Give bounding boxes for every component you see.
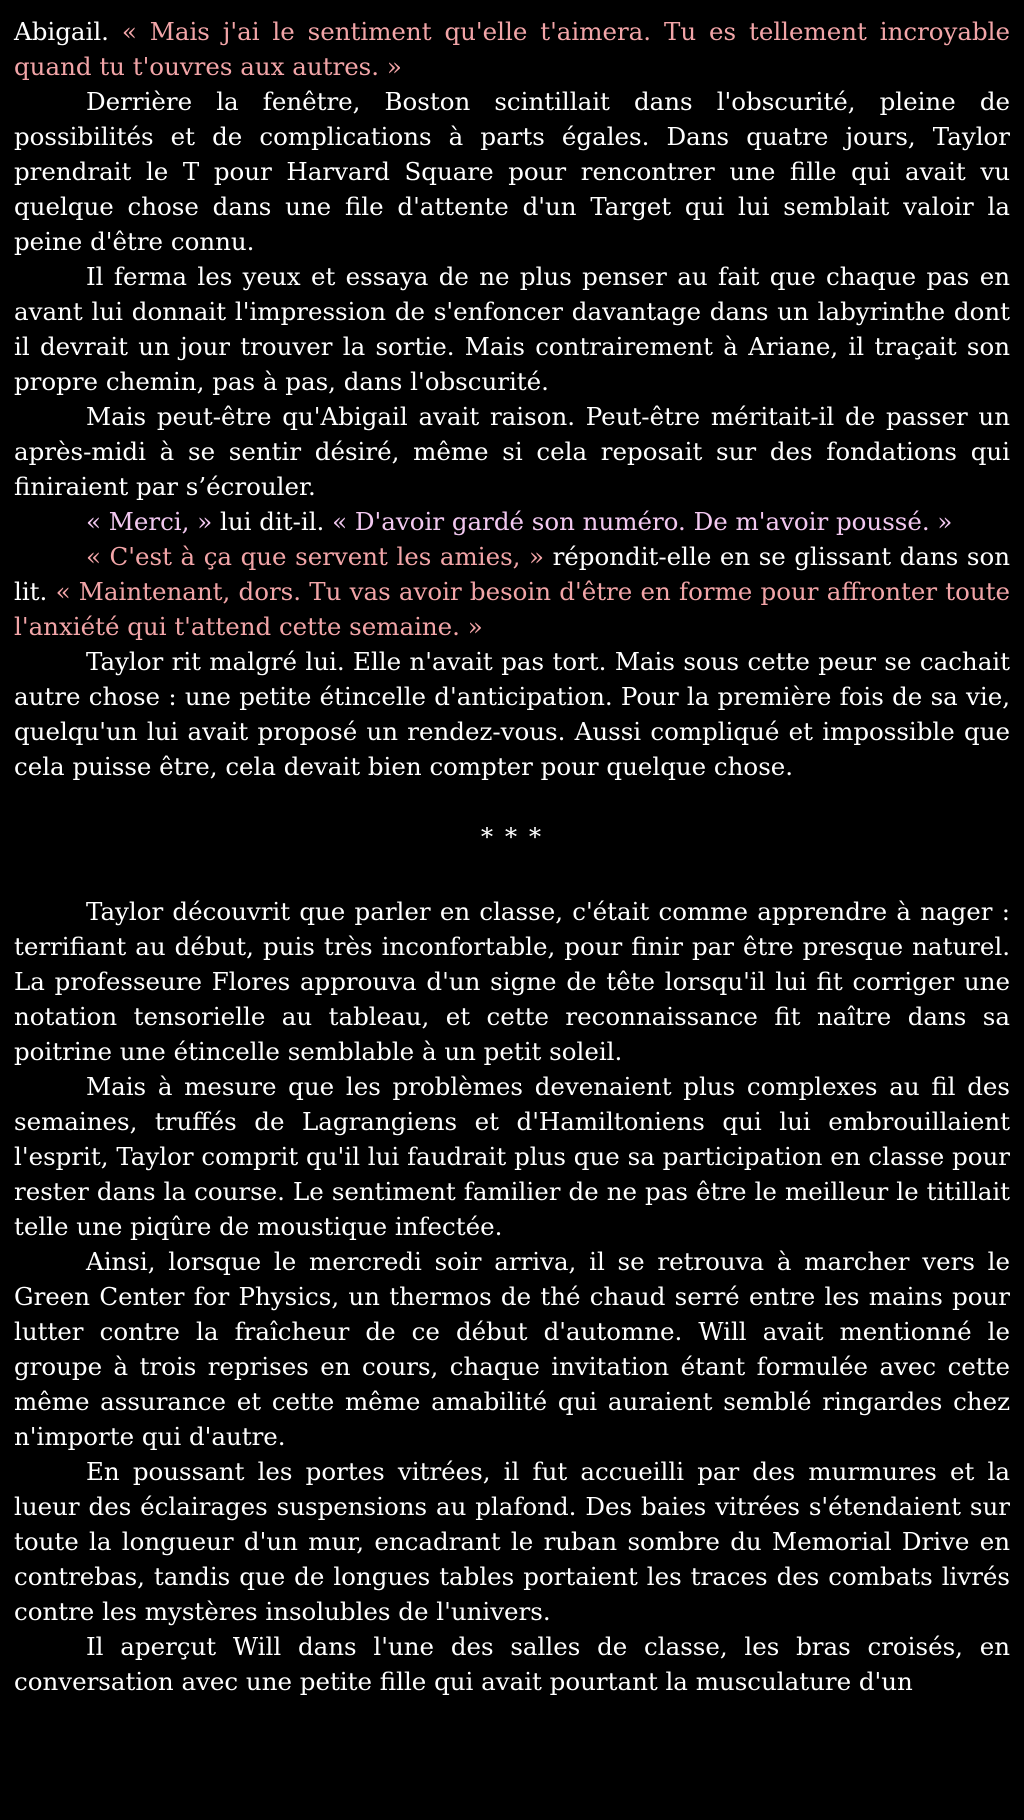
paragraph: Derrière la fenêtre, Boston scintillait dans l'obscurité, pleine de possibilités et de complications à parts égales. Dans quatre jours, Taylor prendrait le T pour Harvard Square pour rencontrer une fille qui avait vu quelque chose dans une file d'attente d'un Target qui lui semblait valoir la peine d'être connu. xyxy=(14,87,1010,256)
paragraph-dialogue xyxy=(14,504,1010,539)
paragraph: Il aperçut Will dans l'une des salles de classe, les bras croisés, en conversation avec une petite fille qui avait pourtant la musculature d'un xyxy=(14,1632,1010,1696)
paragraph-dialogue xyxy=(14,539,1010,644)
scene-separator: * * * xyxy=(480,822,544,851)
dialogue-taylor: « D'avoir gardé son numéro. De m'avoir poussé. » xyxy=(332,507,953,536)
paragraph: Il ferma les yeux et essaya de ne plus penser au fait que chaque pas en avant lui donnait l'impression de s'enfoncer davantage dans un labyrinthe dont il devrait un jour trouver la sortie. Mais contrairement à Ariane, il traçait son propre chemin, pas à pas, dans l'obscurité. xyxy=(14,262,1010,396)
paragraph: Mais à mesure que les problèmes devenaient plus complexes au fil des semaines, truffés de Lagrangiens et d'Hamiltoniens qui lui embrouillaient l'esprit, Taylor comprit qu'il lui faudrait plus que sa participation en classe pour rester dans la course. Le sentiment familier de ne pas être le meilleur le titillait telle une piqûre de moustique infectée. xyxy=(14,1072,1010,1241)
paragraph-continued xyxy=(14,14,1010,84)
dialogue-abigail: « C'est à ça que servent les amies, » xyxy=(86,542,545,571)
paragraph: Taylor rit malgré lui. Elle n'avait pas tort. Mais sous cette peur se cachait autre chose : une petite étincelle d'anticipation. Pour la première fois de sa vie, quelqu'un lui avait proposé un rendez-vous. Aussi compliqué et impossible que cela puisse être, cela devait bien compter pour quelque chose. xyxy=(14,647,1010,781)
narration-text: répondit-elle en se glissant dans son lit. xyxy=(14,542,1010,606)
narration-text: lui dit-il. xyxy=(212,507,333,536)
dialogue-taylor: « Merci, » xyxy=(86,507,213,536)
paragraph: En poussant les portes vitrées, il fut accueilli par des murmures et la lueur des éclairages suspensions au plafond. Des baies vitrées s'étendaient sur toute la longueur d'un mur, encadrant le ruban sombre du Memorial Drive en contrebas, tandis que de longues tables portaient les traces des combats livrés contre les mystères insolubles de l'univers. xyxy=(14,1457,1010,1626)
dialogue-abigail: « Maintenant, dors. Tu vas avoir besoin d'être en forme pour affronter toute l'anxiété qui t'attend cette semaine. » xyxy=(14,577,1011,641)
narration-text: Abigail. xyxy=(14,17,122,46)
paragraph: Taylor découvrit que parler en classe, c'était comme apprendre à nager : terrifiant au début, puis très inconfortable, pour finir par être presque naturel. La professeure Flores approuva d'un signe de tête lorsqu'il lui fit corriger une notation tensorielle au tableau, et cette reconnaissance fit naître dans sa poitrine une étincelle semblable à un petit soleil. xyxy=(14,897,1010,1066)
paragraph: Ainsi, lorsque le mercredi soir arriva, il se retrouva à marcher vers le Green Center for Physics, un thermos de thé chaud serré entre les mains pour lutter contre la fraîcheur de ce début d'automne. Will avait mentionné le groupe à trois reprises en cours, chaque invitation étant formulée avec cette même assurance et cette même amabilité qui auraient semblé ringardes chez n'importe qui d'autre. xyxy=(14,1247,1010,1451)
dialogue-abigail: « Mais j'ai le sentiment qu'elle t'aimera. Tu es tellement incroyable quand tu t'ouvres aux autres. » xyxy=(14,17,1011,81)
paragraph: Mais peut-être qu'Abigail avait raison. Peut-être méritait-il de passer un après-midi à se sentir désiré, même si cela reposait sur des fondations qui finiraient par s’écrouler. xyxy=(14,402,1010,501)
